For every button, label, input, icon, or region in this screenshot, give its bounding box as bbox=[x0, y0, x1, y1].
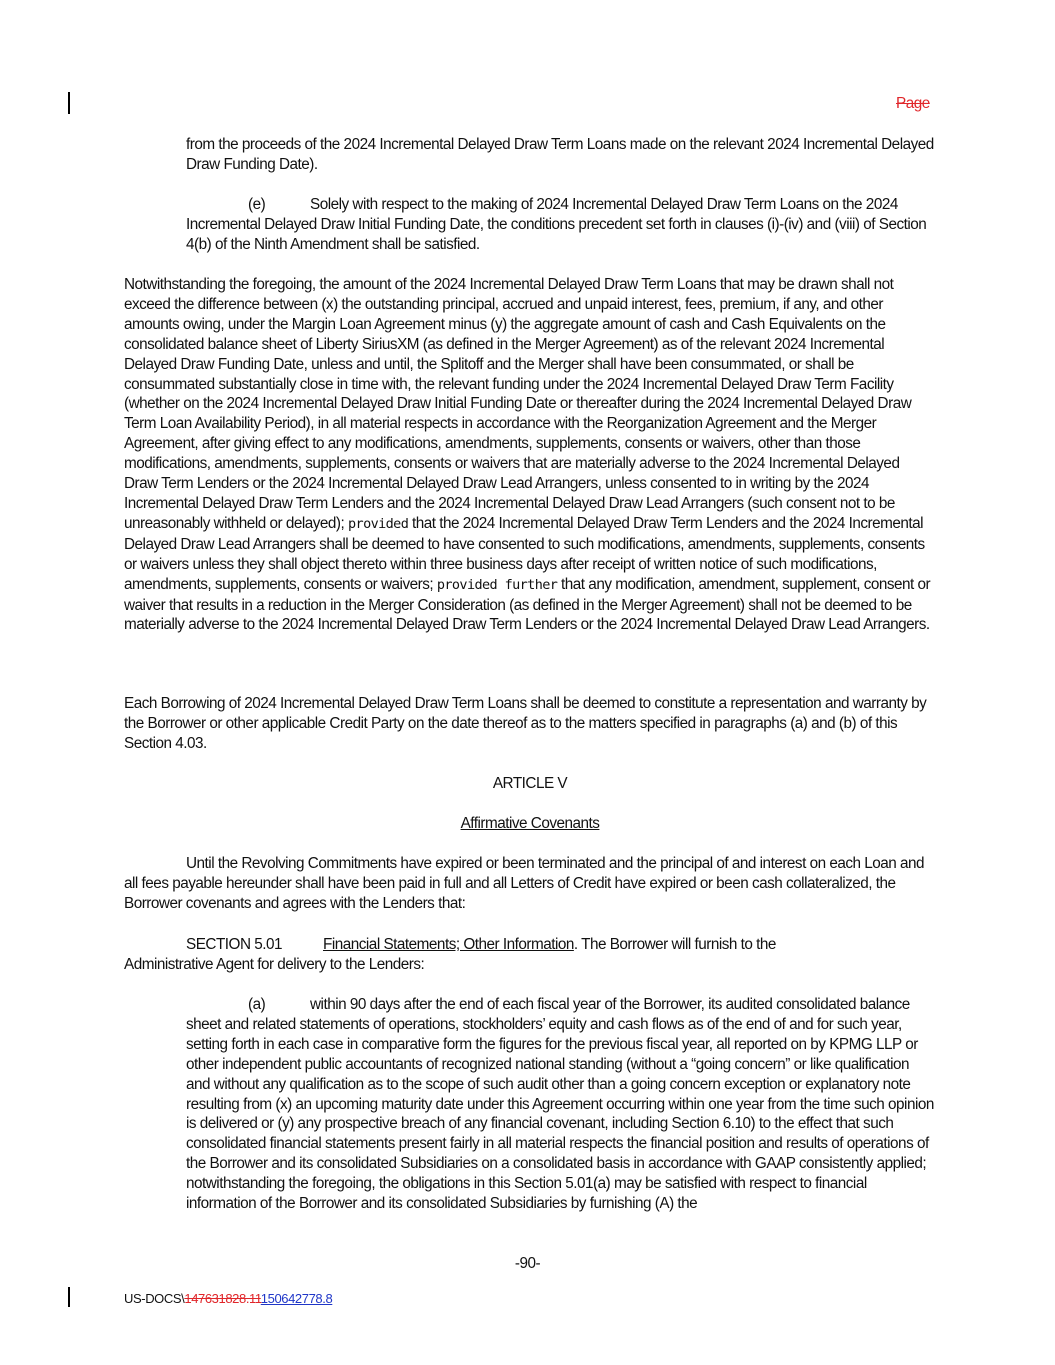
clause-a-label: (a) bbox=[248, 996, 266, 1013]
clause-e-label: (e) bbox=[248, 196, 266, 213]
article-title-text: Affirmative Covenants bbox=[460, 815, 600, 832]
until-text: Until the Revolving Commitments have expired or been terminated and the principal of and interest on each Loan and all fees payable hereunder shall have been paid in full and all Letters of Credit have expired or been cash collateralized, the Borrower covenants and agrees with the Lenders that: bbox=[124, 855, 925, 912]
doc-number-inserted: 150642778.8 bbox=[260, 1291, 333, 1306]
change-bar-top bbox=[68, 92, 70, 114]
section-title: Financial Statements; Other Information bbox=[323, 936, 574, 953]
article-title bbox=[124, 814, 936, 834]
provided-term: provided bbox=[348, 515, 409, 532]
doc-number-deleted: 147631828.11 bbox=[184, 1291, 261, 1306]
article-heading: ARTICLE V bbox=[492, 775, 568, 792]
clause-e-text: Solely with respect to the making of 2024 Incremental Delayed Draw Term Loans on the 2024 Incremental Delayed Draw Initial Funding Date, the conditions precedent set forth in clauses (i)-(iv) and (viii) of Section 4(b) of the Ninth Amendment shall be satisfied. bbox=[186, 196, 927, 253]
clause-a bbox=[186, 995, 936, 1214]
clause-a-text: within 90 days after the end of each fiscal year of the Borrower, its audited consolidated balance sheet and related statements of operations, stockholders’ equity and cash flows as of the end of and for such year, setting forth in each case in comparative form the figures for the previous fiscal year, all reported on by KPMG LLP or other independent public accountants of recognized national standing (without a “going concern” or like qualification and without any qualification as to the scope of such audit other than a going concern exception or explanatory note resulting from (x) an upcoming maturity date under this Agreement occurring within one year from the time such opinion is delivered or (y) any prospective breach of any financial covenant, including Section 6.10) to the effect that such consolidated financial statements present fairly in all material respects the financial position and results of operations of the Borrower and its consolidated Subsidiaries on a consolidated basis in accordance with GAAP consistently applied; notwithstanding the foregoing, the obligations in this Section 5.01(a) may be satisfied with respect to financial information of the Borrower and its consolidated Subsidiaries by furnishing (A) the bbox=[186, 996, 934, 1213]
section-text-a: . The Borrower will furnish to the bbox=[573, 936, 776, 953]
change-bar-bottom bbox=[68, 1287, 70, 1307]
paragraph-continuation: from the proceeds of the 2024 Incremental Delayed Draw Term Loans made on the relevant 2024 Incremental Delayed Draw Funding Date). bbox=[186, 136, 934, 173]
page-label: Page bbox=[896, 95, 930, 112]
document-id bbox=[124, 1291, 332, 1306]
notwithstanding-text-c: that any modification, amendment, supplement, consent or waiver that results in a reduction in the Merger Consideration (as defined in the Merger Agreement) shall not be deemed to be materially adverse to the 2024 Incremental Delayed Draw Term Lenders or the 2024 Incremental Delayed Draw Lead Arrangers. bbox=[124, 575, 931, 634]
doc-prefix: US-DOCS\ bbox=[124, 1291, 185, 1306]
notwithstanding-paragraph bbox=[124, 275, 936, 635]
section-number: SECTION 5.01 bbox=[186, 936, 283, 953]
notwithstanding-text-b: that the 2024 Incremental Delayed Draw Term Lenders and the 2024 Incremental Delayed Draw Lead Arrangers shall be deemed to have consented to such modifications, amendments, supplements, consents or waivers unless they shall object thereto within three business days after receipt of written notice of such modifications, amendments, supplements, consents or waivers; bbox=[124, 514, 925, 593]
section-5-01 bbox=[124, 935, 936, 975]
section-text-b: Administrative Agent for delivery to the Lenders: bbox=[124, 955, 425, 973]
provided-further-term: provided further bbox=[436, 576, 558, 593]
until-paragraph bbox=[124, 854, 936, 914]
page-number: -90- bbox=[514, 1255, 541, 1272]
clause-e bbox=[186, 195, 936, 255]
each-borrowing-paragraph: Each Borrowing of 2024 Incremental Delayed Draw Term Loans shall be deemed to constitute a representation and warranty by the Borrower or other applicable Credit Party on the date thereof as to the matters specified in paragraphs (a) and (b) of this Section 4.03. bbox=[124, 695, 927, 752]
notwithstanding-text-a: Notwithstanding the foregoing, the amount of the 2024 Incremental Delayed Draw Term Loans that may be drawn shall not exceed the difference between (x) the outstanding principal, accrued and unpaid interest, fees, premium, if any, and other amounts owing, under the Margin Loan Agreement minus (y) the aggregate amount of cash and Cash Equivalents on the consolidated balance sheet of Liberty SiriusXM (as defined in the Merger Agreement) as of the relevant 2024 Incremental Delayed Draw Funding Date, unless and until, the Splitoff and the Merger shall have been consummated, or shall be consummated substantially close in time with, the relevant funding under the 2024 Incremental Delayed Draw Term Facility (whether on the 2024 Incremental Delayed Draw Initial Funding Date or thereafter during the 2024 Incremental Delayed Draw Term Loan Availability Period), in all material respects in accordance with the Reorganization Agreement and the Merger Agreement, after giving effect to any modifications, amendments, supplements, consents or waivers, other than those modifications, amendments, supplements, consents or waivers that are materially adverse to the 2024 Incremental Delayed Draw Term Lenders or the 2024 Incremental Delayed Draw Lead Arrangers, unless consented to in writing by the 2024 Incremental Delayed Draw Term Lenders and the 2024 Incremental Delayed Draw Lead Arrangers (such consent not to be unreasonably withheld or delayed); bbox=[124, 276, 912, 532]
